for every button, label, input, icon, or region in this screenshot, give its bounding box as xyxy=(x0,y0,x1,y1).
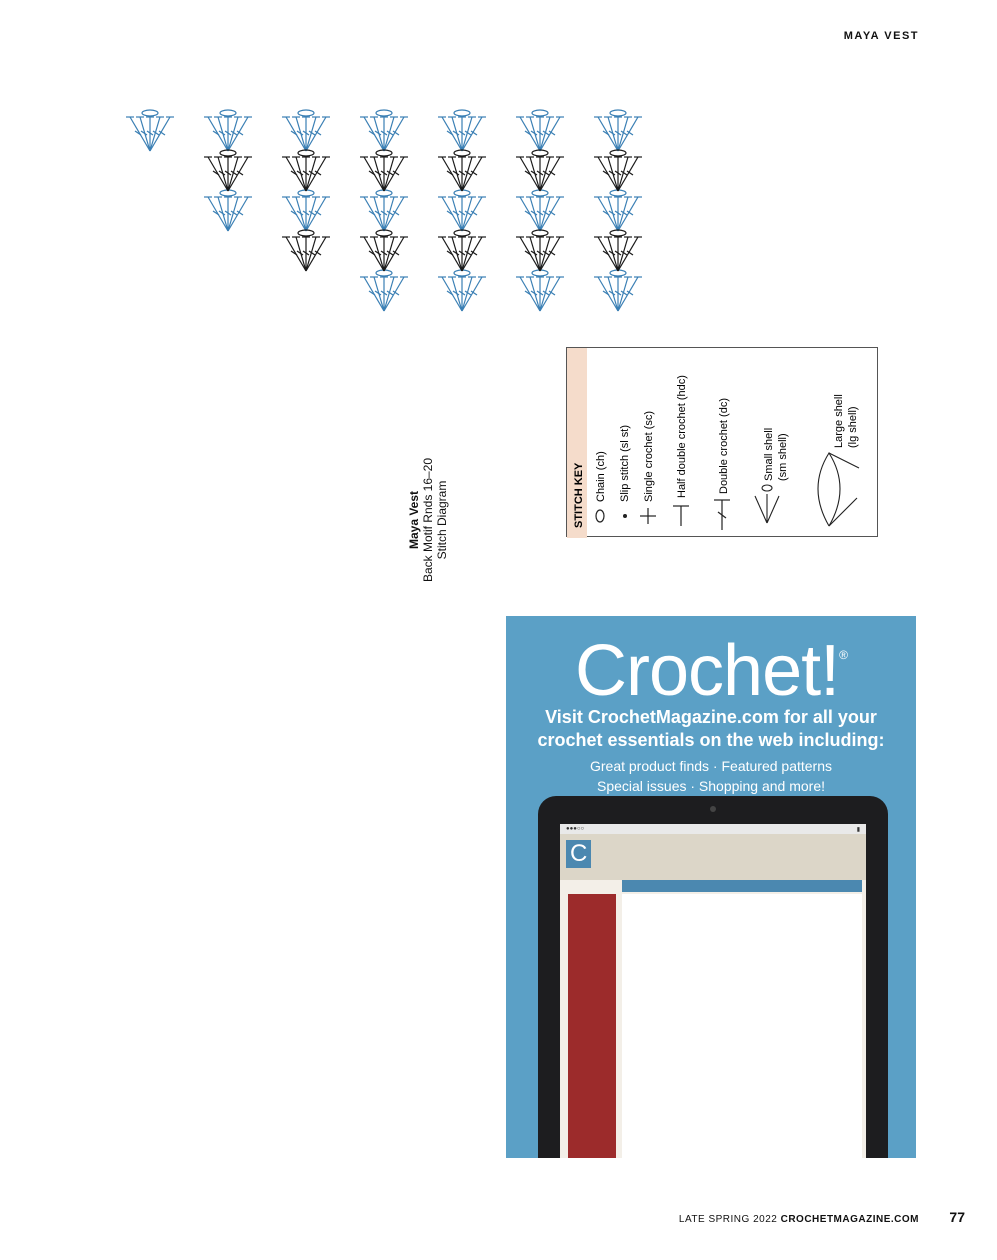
key-label-small-shell: Small shell xyxy=(763,427,775,481)
diagram-shell xyxy=(360,110,408,151)
diagram-shell xyxy=(516,190,564,231)
diagram-shell xyxy=(438,110,486,151)
diagram-black-rounds xyxy=(204,150,642,271)
key-label-slip-stitch: Slip stitch (sl st) xyxy=(619,424,631,502)
diagram-subtitle: Back Motif Rnds 16–20 xyxy=(421,457,435,583)
diagram-shell xyxy=(594,150,642,191)
diagram-shell xyxy=(594,190,642,231)
registered-mark-icon: ® xyxy=(839,648,847,662)
diagram-subtitle-2: Stitch Diagram xyxy=(435,480,449,560)
slip-stitch-symbol xyxy=(623,514,627,518)
website-main-image xyxy=(622,894,862,1158)
tablet-camera-icon xyxy=(710,806,716,812)
diagram-shell xyxy=(438,190,486,231)
diagram-shell xyxy=(594,110,642,151)
key-label-single-crochet: Single crochet (sc) xyxy=(643,410,655,502)
page-footer: LATE SPRING 2022 CROCHETMAGAZINE.COM xyxy=(678,1214,919,1225)
diagram-title: Maya Vest xyxy=(407,490,421,550)
website-header-image xyxy=(560,834,866,880)
crochet-magazine-ad xyxy=(506,616,916,1158)
single-crochet-symbol xyxy=(640,508,656,524)
tablet-image xyxy=(538,796,888,1158)
key-label-large-shell-abbr: (lg shell) xyxy=(847,406,859,448)
ad-headline: Visit CrochetMagazine.com for all your crochet essentials on the web including: xyxy=(537,707,885,750)
diagram-shell xyxy=(126,110,174,151)
diagram-shell xyxy=(516,110,564,151)
diagram-shell xyxy=(438,270,486,311)
diagram-shell xyxy=(282,110,330,151)
stitch-key xyxy=(566,347,878,537)
diagram-shell xyxy=(360,150,408,191)
diagram-shell xyxy=(204,190,252,231)
diagram-blue-rounds xyxy=(126,110,642,311)
diagram-shell xyxy=(360,230,408,271)
diagram-caption xyxy=(398,455,458,585)
key-label-small-shell-abbr: (sm shell) xyxy=(777,433,789,481)
chain-symbol xyxy=(596,510,604,522)
page-number: 77 xyxy=(949,1209,965,1225)
diagram-shell xyxy=(516,270,564,311)
diagram-shell xyxy=(594,270,642,311)
website-sidebar-image xyxy=(568,894,616,1158)
key-label-large-shell: Large shell xyxy=(833,394,845,448)
key-label-chain: Chain (ch) xyxy=(595,451,607,502)
diagram-shell xyxy=(282,230,330,271)
diagram-shell xyxy=(594,230,642,271)
diagram-shell xyxy=(438,230,486,271)
website-nav-bar xyxy=(622,880,862,892)
stitch-key-title: STITCH KEY xyxy=(573,462,585,528)
magazine-covers-grid xyxy=(622,894,862,1158)
dc-symbol xyxy=(714,500,730,530)
ad-logo: Crochet!® xyxy=(575,631,847,711)
tablet-status-bar: ●●●○○ ▮ xyxy=(560,824,866,834)
hdc-symbol xyxy=(673,506,689,526)
small-shell-symbol xyxy=(755,485,779,523)
diagram-shell xyxy=(360,270,408,311)
diagram-shell xyxy=(516,150,564,191)
large-shell-symbol xyxy=(818,453,859,526)
diagram-shell xyxy=(204,110,252,151)
ad-subheadline: Great product finds · Featured patterns Special issues · Shopping and more! xyxy=(589,758,832,794)
key-label-hdc: Half double crochet (hdc) xyxy=(676,375,688,498)
diagram-shell xyxy=(282,190,330,231)
diagram-shell xyxy=(204,150,252,191)
diagram-shell xyxy=(438,150,486,191)
key-label-dc: Double crochet (dc) xyxy=(718,398,730,494)
diagram-shell xyxy=(360,190,408,231)
section-header: MAYA VEST xyxy=(843,30,919,42)
diagram-shell xyxy=(282,150,330,191)
diagram-shell xyxy=(516,230,564,271)
website-logo-image: C xyxy=(566,840,591,868)
tablet-screen xyxy=(560,824,866,1158)
